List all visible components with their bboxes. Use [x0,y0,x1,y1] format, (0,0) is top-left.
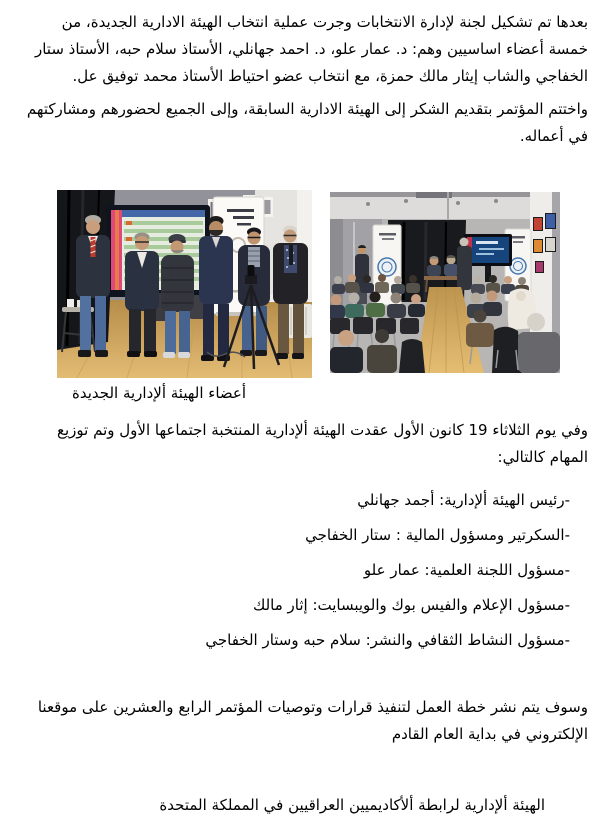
role-item-president: -رئيس الهيئة ألإدارية: أجمد جهانلي [357,491,570,509]
ceiling [330,192,560,219]
role-item-science: -مسؤول اللجنة العلمية: عمار علو [363,561,570,579]
audience-photo [330,192,560,373]
paragraph-first-meeting: وفي يوم الثلاثاء 19 كانون الأول عقدت الهيئة ألإدارية المنتخبة اجتماعها الأول وتم توزيع المهام كالتالي: [57,421,588,466]
camera-phone [248,265,255,276]
paragraph-election-committee: بعدها تم تشكيل لجنة لإدارة الانتخابات وجرت عملية انتخاب الهيئة الادارية الجديدة، من خمسة أعضاء اساسيين وهم: د. عمار علو، د. احمد جهانلي، الأستاذ سلام حبه، الأستاذ ستار الخفاجي والشاب إيثار مالك حمزة، مع انتخاب عضو احتياط الأستاذ محمد توفيق عل. [34,13,588,85]
new-board-photo [57,190,312,378]
role-item-culture: -مسؤول النشاط الثقافي والنشر: سلام حبه وستار الخفاجي [205,631,570,649]
role-item-secretary: -السكرتير ومسؤول المالية : ستار الخفاجي [305,526,570,544]
photo-row [57,190,615,378]
paragraph-work-plan: وسوف يتم نشر خطة العمل لتنفيذ قرارات وتوصيات المؤتمر الرابع والعشرين على موقعنا الإلكتروني في بداية العام القادم [37,698,588,743]
photo-caption: أعضاء الهيئة ألإدارية الجديدة [72,384,247,402]
roles-list [0,487,615,654]
paragraph-signature: الهيئة ألإدارية لرابطة ألأكاديميين العراقيين في المملكة المتحدة [159,796,545,814]
paragraph-thanks: واختتم المؤتمر بتقديم الشكر إلى الهيئة الادارية السابقة، وإلى الجميع لحضورهم ومشاركتهم في أعماله. [26,100,588,145]
tripod-head [245,275,257,284]
audience-left [330,274,425,373]
role-item-media: -مسؤول الإعلام والفيس بوك والويبسايت: إثار مالك [252,596,570,614]
